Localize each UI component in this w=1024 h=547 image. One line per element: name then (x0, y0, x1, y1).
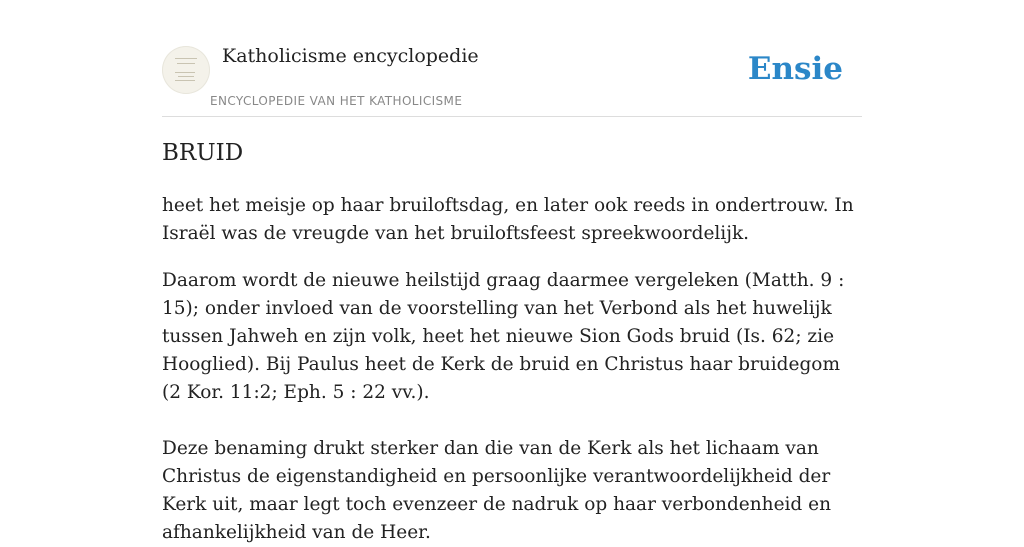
ensie-logo-link[interactable]: Ensie (747, 51, 843, 87)
page-container (162, 0, 862, 543)
entry-paragraph: heet het meisje op haar bruiloftsdag, en later ook reeds in ondertrouw. In Israël was de vreugde van het bruiloftsfeest spreekwoordelijk. (162, 195, 854, 244)
entry-paragraph: Daarom wordt de nieuwe heilstijd graag daarmee vergeleken (Matth. 9 : 15); onder invloed van de voorstelling van het Verbond als het huwelijk tussen Jahweh en zijn volk, heet het nieuwe Sion Gods bruid (Is. 62; zie Hooglied). Bij Paulus heet de Kerk de bruid en Christus haar bruidegom (2 Kor. 11:2; Eph. 5 : 22 vv.). (162, 270, 845, 403)
entry-paragraph: Deze benaming drukt sterker dan die van de Kerk als het lichaam van Christus de eigenstandigheid en persoonlijke verantwoordelijkheid der Kerk uit, maar legt toch evenzeer de nadruk op haar verbondenheid en afhankelijkheid van de Heer. (162, 438, 832, 543)
site-header (162, 0, 862, 117)
site-subtitle: ENCYCLOPEDIE VAN HET KATHOLICISME (210, 94, 463, 108)
encyclopedia-cover-icon[interactable] (162, 46, 210, 94)
entry-title: BRUID (162, 140, 244, 166)
site-title[interactable]: Katholicisme encyclopedie (222, 45, 479, 67)
